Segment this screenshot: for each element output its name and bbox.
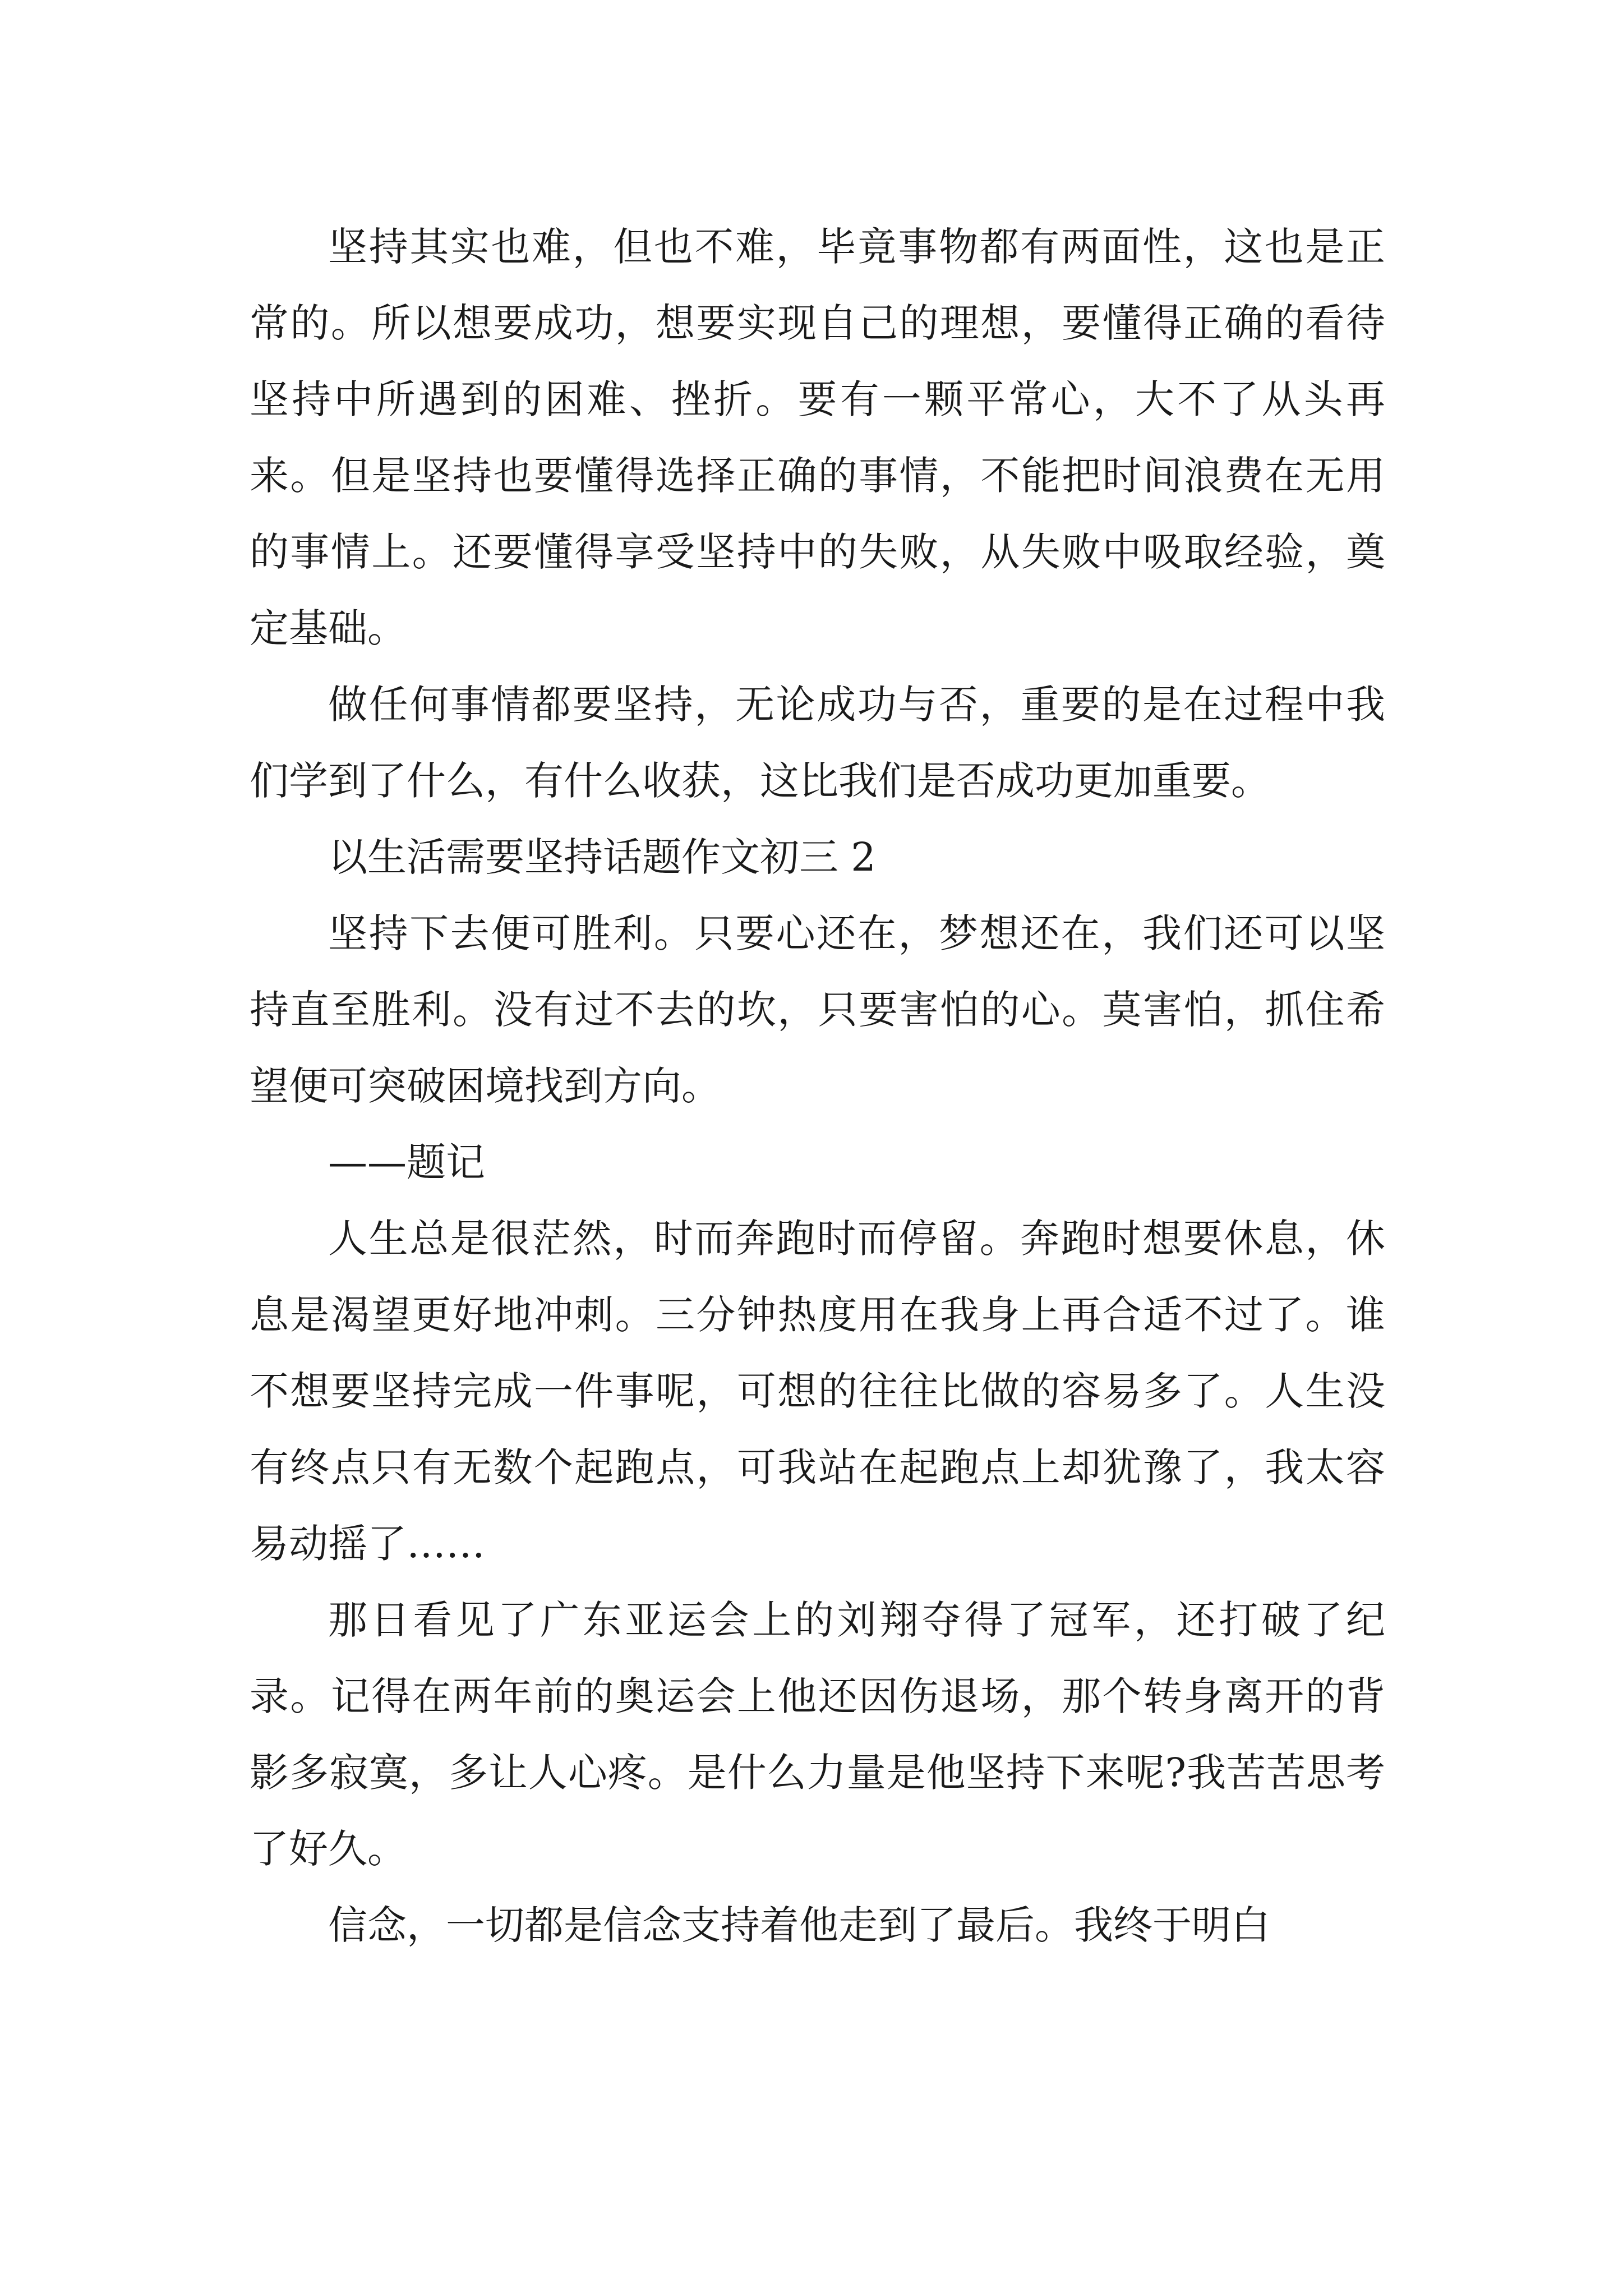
paragraph-liu-xiang: 那日看见了广东亚运会上的刘翔夺得了冠军，还打破了纪录。记得在两年前的奥运会上他还因伤退场，那个转身离开的背影多寂寞，多让人心疼。是什么力量是他坚持下来呢?我苦苦思考了好久。 <box>250 1597 1385 1872</box>
paragraph-belief: 信念，一切都是信念支持着他走到了最后。我终于明白 <box>328 1902 1270 1948</box>
paragraph-epigraph: 坚持下去便可胜利。只要心还在，梦想还在，我们还可以坚持直至胜利。没有过不去的坎，只要害怕的心。莫害怕，抓住希望便可突破困境找到方向。 <box>250 910 1385 1109</box>
document-body <box>250 209 1385 1963</box>
paragraph-process-matters: 做任何事情都要坚持，无论成功与否，重要的是在过程中我们学到了什么，有什么收获，这比我们是否成功更加重要。 <box>250 682 1385 804</box>
paragraph-life-confusion: 人生总是很茫然，时而奔跑时而停留。奔跑时想要休息，休息是渴望更好地冲刺。三分钟热度用在我身上再合适不过了。谁不想要坚持完成一件事呢，可想的往往比做的容易多了。人生没有终点只有无数个起跑点，可我站在起跑点上却犹豫了，我太容易动摇了…… <box>250 1216 1385 1567</box>
epigraph-attribution: ——题记 <box>328 1139 485 1185</box>
essay-title: 以生活需要坚持话题作文初三 2 <box>328 834 876 880</box>
paragraph-persistence-meaning: 坚持其实也难，但也不难，毕竟事物都有两面性，这也是正常的。所以想要成功，想要实现自己的理想，要懂得正确的看待坚持中所遇到的困难、挫折。要有一颗平常心，大不了从头再来。但是坚持也要懂得选择正确的事情，不能把时间浪费在无用的事情上。还要懂得享受坚持中的失败，从失败中吸取经验，奠定基础。 <box>250 224 1385 651</box>
